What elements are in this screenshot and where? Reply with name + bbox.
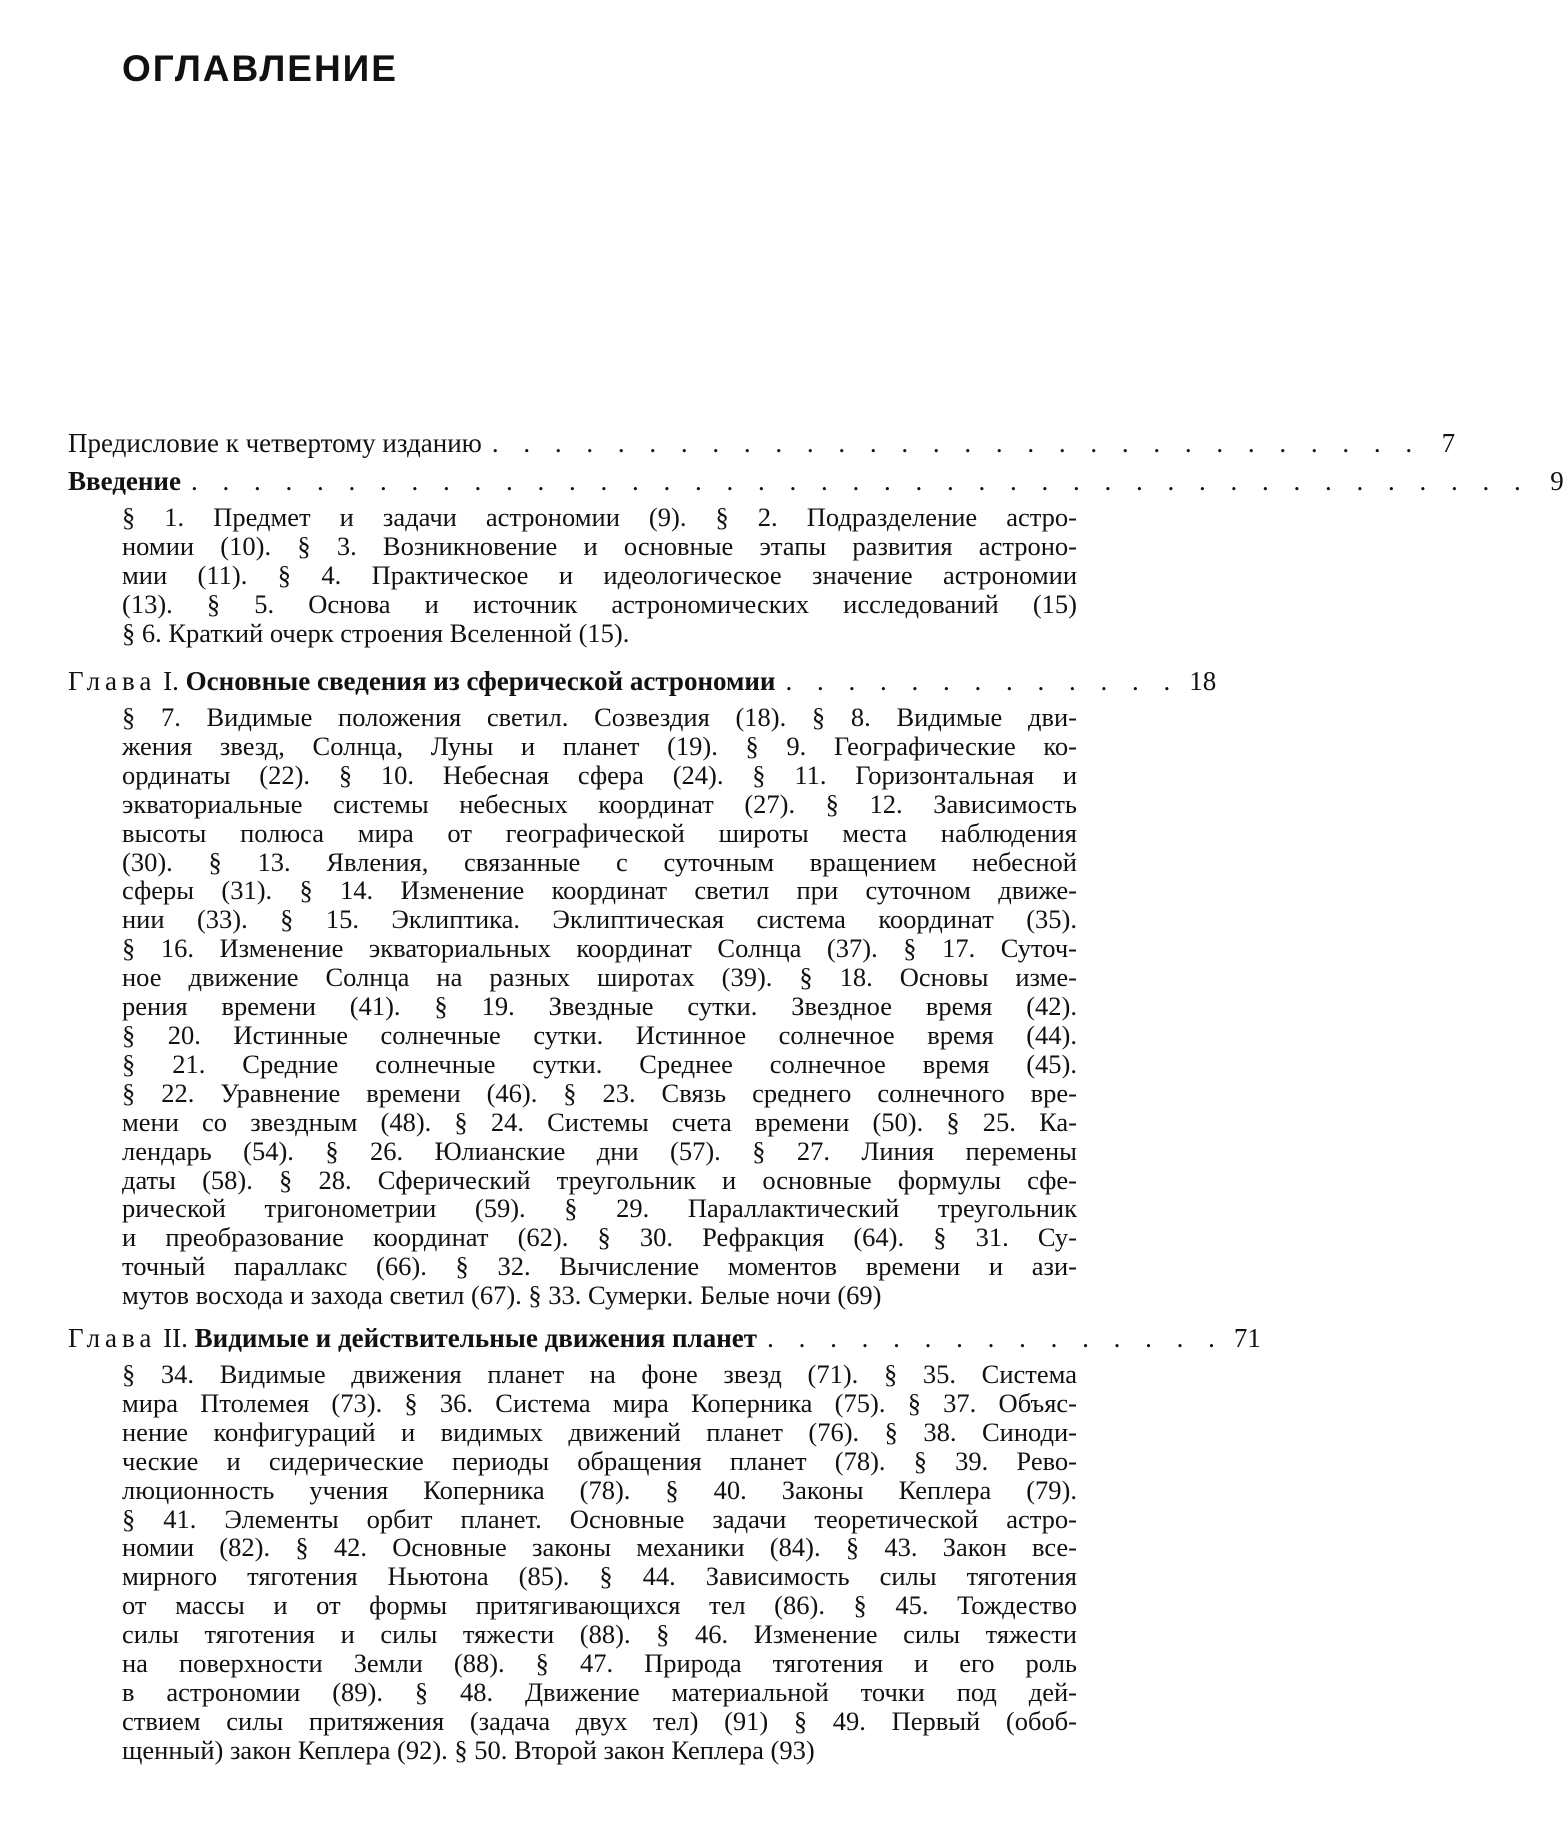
section-line: высоты полюса мира от географической широты места наблюдения [122,817,1077,848]
section-line: нии (33). § 15. Эклиптика. Эклиптическая система координат (35). [122,904,1077,935]
section-line: жения звезд, Солнца, Луны и планет (19). § 9. Географические ко- [122,730,1077,761]
section-line: сферы (31). § 14. Изменение координат светил при суточном движе- [122,875,1077,906]
page-number: 9 [1550,466,1564,496]
section-line: на поверхности Земли (88). § 47. Природа тяготения и его роль [122,1648,1077,1679]
section-line: щенный) закон Кеплера (92). § 50. Второй закон Кеплера (93) [122,1734,815,1765]
toc-entry-intro[interactable] [68,466,1564,496]
section-line: ное движение Солнца на разных широтах (39). § 18. Основы изме- [122,962,1077,993]
section-line: от массы и от формы притягивающихся тел (86). § 45. Тождество [122,1590,1077,1621]
toc-entry-chapter-2[interactable] [68,1323,1261,1353]
intro-sections [122,503,1077,648]
section-line: мии (11). § 4. Практическое и идеологическое значение астрономии [122,559,1077,590]
section-line: номии (82). § 42. Основные законы механики (84). § 43. Закон все- [122,1532,1077,1563]
leader-dots: . . . . . . . . . . . . . [785,666,1180,696]
section-line: ствием силы притяжения (задача двух тел) (91) § 49. Первый (обоб- [122,1705,1077,1736]
section-line: (30). § 13. Явления, связанные с суточным вращением небесной [122,846,1077,877]
section-line: люционность учения Коперника (78). § 40. Законы Кеплера (79). [122,1474,1077,1505]
section-line: рической тригонометрии (59). § 29. Параллактический треугольник [122,1193,1077,1224]
toc-entry-label: Введение [68,466,181,496]
section-line: мира Птолемея (73). § 36. Система мира Коперника (75). § 37. Объяс- [122,1387,1077,1418]
chapter-2-sections [122,1360,1077,1765]
section-line: ческие и сидерические периоды обращения планет (78). § 39. Рево- [122,1445,1077,1476]
chapter-prefix: Глава [68,1323,157,1353]
section-line: и преобразование координат (62). § 30. Рефракция (64). § 31. Су- [122,1222,1077,1253]
section-line: номии (10). § 3. Возникновение и основные этапы развития астроно- [122,530,1077,561]
page-number: 18 [1189,666,1217,696]
toc-entry-label: Предисловие к четвертому изданию [68,428,482,458]
toc-entry-chapter-1[interactable] [68,666,1217,696]
chapter-prefix: Глава [68,666,157,696]
chapter-title: Видимые и действительные движения планет [194,1323,758,1353]
page-number: 71 [1233,1323,1261,1353]
section-line: даты (58). § 28. Сферический треугольник и основные формулы сфе- [122,1164,1077,1195]
section-line: точный параллакс (66). § 32. Вычисление моментов времени и ази- [122,1251,1077,1282]
section-line: § 16. Изменение экваториальных координат Солнца (37). § 17. Суточ- [122,933,1077,964]
section-line: (13). § 5. Основа и источник астрономических исследований (15) [122,588,1077,619]
section-line: рения времени (41). § 19. Звездные сутки. Звездное время (42). [122,991,1077,1022]
section-line: § 22. Уравнение времени (46). § 23. Связь среднего солнечного вре- [122,1077,1077,1108]
section-line: экваториальные системы небесных координат (27). § 12. Зависимость [122,788,1077,819]
section-line: мени со звездным (48). § 24. Системы счета времени (50). § 25. Ка- [122,1106,1077,1137]
page-number: 7 [1441,428,1456,458]
section-line: § 21. Средние солнечные сутки. Среднее солнечное время (45). [122,1048,1077,1079]
page-title: ОГЛАВЛЕНИЕ [122,48,398,89]
section-line: мутов восхода и захода светил (67). § 33. Сумерки. Белые ночи (69) [122,1280,882,1311]
section-line: ординаты (22). § 10. Небесная сфера (24). § 11. Горизонтальная и [122,759,1077,790]
leader-dots: . . . . . . . . . . . . . . . . . . . . . . . . . . . . . . [491,428,1422,458]
section-line: нение конфигураций и видимых движений планет (76). § 38. Синоди- [122,1416,1077,1447]
section-line: силы тяготения и силы тяжести (88). § 46. Изменение силы тяжести [122,1619,1077,1650]
leader-dots: . . . . . . . . . . . . . . . . . . . . . . . . . . . . . . . . . . . . . . . . . . . [190,466,1530,496]
section-line: § 6. Краткий очерк строения Вселенной (15). [122,617,630,648]
section-line: мирного тяготения Ньютона (85). § 44. Зависимость силы тяготения [122,1561,1077,1592]
section-line: § 1. Предмет и задачи астрономии (9). § 2. Подразделение астро- [122,502,1077,532]
leader-dots: . . . . . . . . . . . . . . . [767,1323,1224,1353]
section-line: в астрономии (89). § 48. Движение материальной точки под дей- [122,1676,1077,1707]
chapter-title: Основные сведения из сферической астрономии [185,666,776,696]
chapter-1-sections [122,703,1077,1310]
section-line: лендарь (54). § 26. Юлианские дни (57). § 27. Линия перемены [122,1135,1077,1166]
section-line: § 20. Истинные солнечные сутки. Истинное солнечное время (44). [122,1019,1077,1050]
section-line: § 7. Видимые положения светил. Созвездия (18). § 8. Видимые дви- [122,702,1077,732]
chapter-number: I. [163,666,179,696]
toc-entry-preface[interactable] [68,428,1456,458]
section-line: § 34. Видимые движения планет на фоне звезд (71). § 35. Система [122,1359,1077,1389]
section-line: § 41. Элементы орбит планет. Основные задачи теоретической астро- [122,1503,1077,1534]
chapter-number: II. [163,1323,188,1353]
